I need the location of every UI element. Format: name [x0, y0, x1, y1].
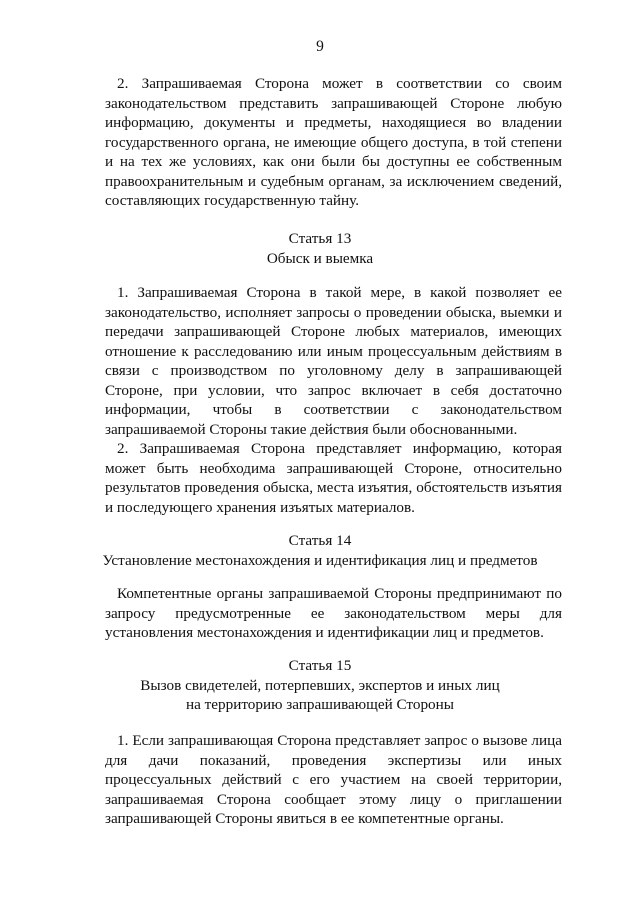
article-14-paragraph-1: Компетентные органы запрашиваемой Стороны предпринимают по запросу предусмотренные ее законодательством меры для установления местонахождения и идентификации лиц и предметов.: [105, 585, 562, 641]
article-14-body: [105, 584, 562, 643]
article-14-heading: [60, 531, 580, 570]
article-13-number: Статья 13: [288, 230, 352, 247]
article-13-paragraph-2: 2. Запрашиваемая Сторона представляет информацию, которая может быть необходима запрашивающей Стороне, относительно результатов проведения обыска, места изъятия, обстоятельств изъятия и последующего хранения изъятых материалов.: [105, 440, 562, 516]
article-15-number: Статья 15: [288, 657, 352, 674]
intro-paragraph-block: [105, 74, 562, 211]
article-13-body: [105, 283, 562, 517]
article-14-title: Установление местонахождения и идентификация лиц и предметов: [102, 551, 538, 569]
page-number: 9: [316, 38, 324, 55]
article-13-paragraph-1: 1. Запрашиваемая Сторона в такой мере, в какой позволяет ее законодательство, исполняет запросы о проведении обыска, выемки и передачи запрашивающей Стороне любых материалов, имеющих отношение к расследованию или иным процессуальным действиям в связи с производством по уголовному делу в запрашивающей Стороне, при условии, что запрос включает в себя достаточно информации, чтобы в соответствии с законодательством запрашиваемой Стороны такие действия были обоснованными.: [105, 284, 562, 438]
article-15-body: [105, 731, 562, 829]
article-15-title-line-2: на территорию запрашивающей Стороны: [186, 696, 454, 713]
article-15-heading: [60, 656, 580, 715]
article-13-heading: [60, 229, 580, 268]
article-13-title: Обыск и выемка: [266, 249, 374, 267]
paragraph-intro-2: 2. Запрашиваемая Сторона может в соответствии со своим законодательством представить запрашивающей Стороне любую информацию, документы и предметы, находящиеся во владении государственного органа, не имеющие общего доступа, в той степени и на тех же условиях, как они были бы доступны ее собственным правоохранительным и судебным органам, за исключением сведений, составляющих государственную тайну.: [105, 75, 562, 209]
article-15-title-line-1: Вызов свидетелей, потерпевших, экспертов и иных лиц: [140, 676, 500, 694]
article-15-paragraph-1: 1. Если запрашивающая Сторона представляет запрос о вызове лица для дачи показаний, проведения экспертизы или иных процессуальных действий с его участием на своей территории, запрашиваемая Сторона сообщает этому лицу о приглашении запрашивающей Стороны явиться в ее компетентные органы.: [105, 732, 562, 827]
article-14-number: Статья 14: [288, 532, 352, 549]
